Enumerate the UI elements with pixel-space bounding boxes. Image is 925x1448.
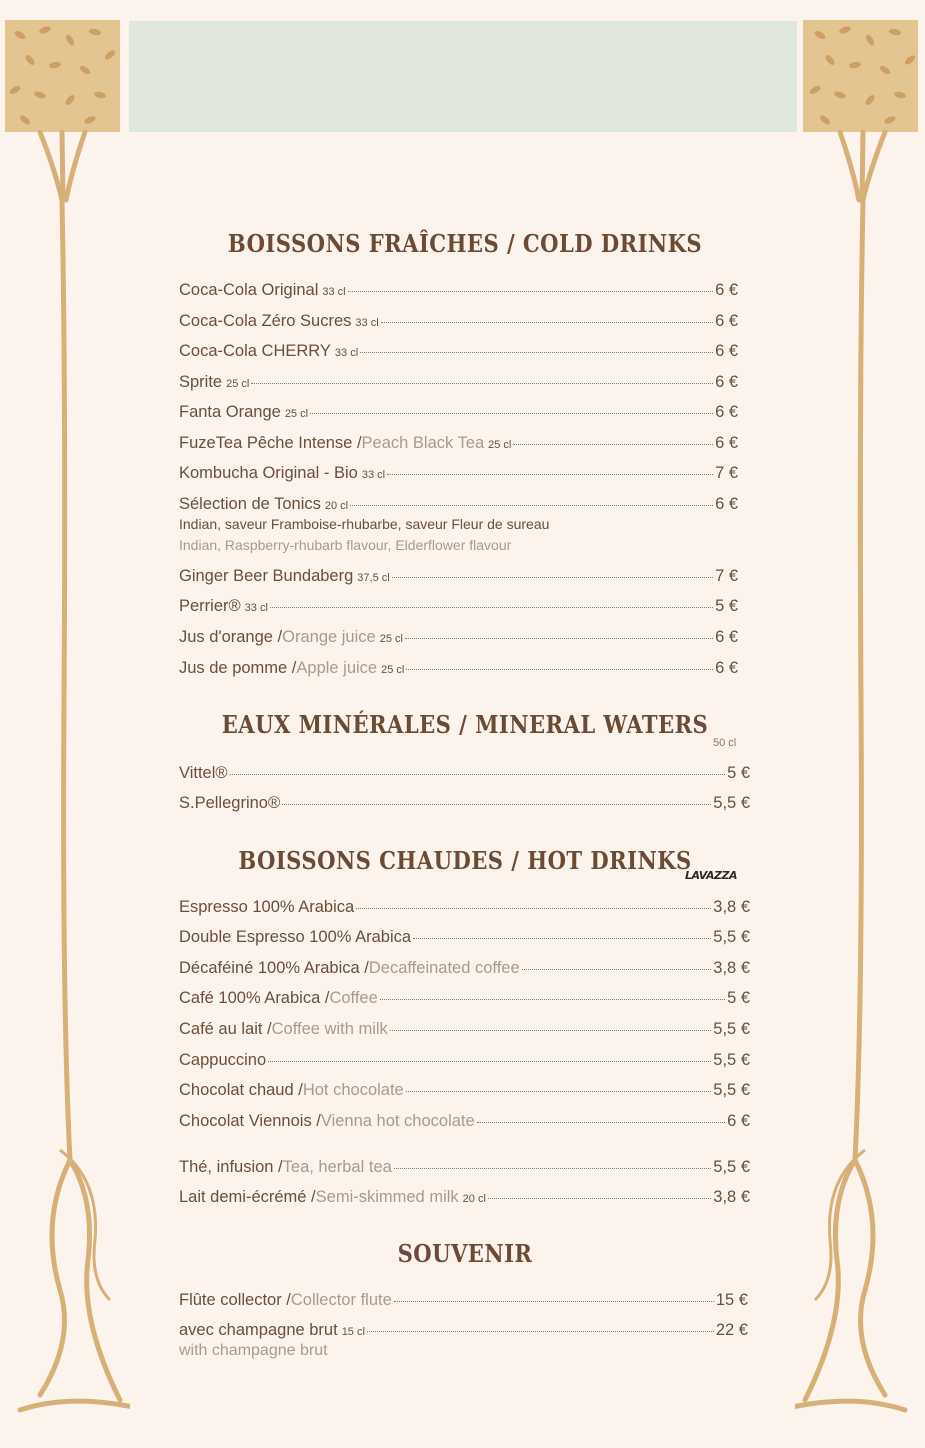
item-translation: Collector flute [290,1291,392,1309]
item-price: 7 € [715,567,738,585]
menu-item-row [179,433,738,455]
item-translation: Orange juice [282,628,376,646]
dot-leader [381,321,713,323]
menu-item-row [179,280,738,302]
item-volume: 20 cl [462,1193,486,1205]
dot-leader [394,1300,714,1302]
item-name: Café 100% Arabica / [179,989,330,1007]
item-name: Coca-Cola Original [179,281,319,299]
item-name: Jus d'orange / [179,628,283,646]
item-name: Jus de pomme / [179,659,297,677]
dot-leader [380,998,725,1000]
item-price: 5 € [727,989,750,1007]
menu-item-row [179,1050,750,1070]
item-volume: 25 cl [284,408,309,420]
item-volume: 25 cl [379,633,403,645]
left-art-nouveau-ornament [0,0,130,1448]
menu-item-row [179,988,750,1008]
item-price: 6 € [715,403,738,421]
dot-leader [413,937,711,939]
menu-item-row [179,897,750,917]
item-price: 5,5 € [713,1081,750,1099]
menu-item-row [179,402,738,424]
item-name: Café au lait / [179,1020,272,1038]
dot-leader [387,473,713,475]
item-translation: Semi-skimmed milk [315,1188,459,1206]
dot-leader [348,290,713,292]
item-name: Chocolat Viennois / [179,1112,321,1130]
menu-item-row [179,927,750,947]
item-price: 6 € [715,312,738,330]
tonics-flavours-en: Indian, Raspberry-rhubarb flavour, Elderflower flavour [179,537,512,553]
dot-leader [268,1060,711,1062]
dot-leader [270,606,713,608]
item-price: 6 € [715,434,738,452]
item-name: Cappuccino [179,1051,267,1069]
item-name: FuzeTea Pêche Intense / [179,434,362,452]
item-name: Ginger Beer Bundaberg [179,567,354,585]
item-volume: 25 cl [226,378,250,390]
dot-leader [394,1167,711,1169]
dot-leader [356,907,711,909]
menu-item-row [179,1080,750,1100]
menu-item-row [179,1187,750,1209]
item-price: 3,8 € [713,959,750,977]
menu-item-row [179,1157,750,1177]
item-volume: 33 cl [355,317,379,329]
dot-leader [310,412,713,414]
lavazza-logo: LAVAZZA [685,869,738,882]
dot-leader [513,443,713,445]
item-name: Sprite [179,373,223,391]
item-price: 6 € [715,495,738,513]
item-name: avec champagne brut [179,1321,338,1339]
item-price: 7 € [715,464,738,482]
item-price: 6 € [727,1112,750,1130]
item-price: 5,5 € [713,1158,750,1176]
dot-leader [488,1197,711,1199]
item-volume: 37,5 cl [357,572,390,584]
dot-leader [390,1029,712,1031]
item-price: 5,5 € [713,794,750,812]
dot-leader [251,382,713,384]
item-price: 6 € [715,373,738,391]
item-translation: Vienna hot chocolate [320,1112,475,1130]
menu-item-row [179,311,738,333]
menu-item-row [179,793,750,813]
menu-item-row [179,658,738,680]
item-volume: 25 cl [381,664,405,676]
dot-leader [477,1121,725,1123]
dot-leader [406,668,713,670]
item-volume: 33 cl [244,602,268,614]
menu-item-row [179,596,738,618]
item-translation: Decaffeinated coffee [368,959,520,977]
menu-item-row [179,566,738,588]
item-price: 6 € [715,659,738,677]
section-title-mineral-waters: EAUX MINÉRALES / MINERAL WATERS [221,710,709,739]
section-title-hot-drinks: BOISSONS CHAUDES / HOT DRINKS [238,846,692,875]
item-price: 3,8 € [713,898,750,916]
section-title-souvenir: SOUVENIR [397,1239,533,1268]
item-price: 5,5 € [713,1051,750,1069]
item-name: S.Pellegrino® [179,794,281,812]
dot-leader [406,1090,712,1092]
item-name: Coca-Cola Zéro Sucres [179,312,352,330]
menu-item-row [179,1019,750,1039]
dot-leader [230,773,726,775]
header-band [129,21,797,132]
item-name: Flûte collector / [179,1291,291,1309]
menu-item-row [179,763,750,783]
item-name: Espresso 100% Arabica [179,898,355,916]
item-name: Perrier® [179,597,241,615]
dot-leader [282,803,711,805]
item-translation: Tea, herbal tea [282,1158,392,1176]
item-name: Coca-Cola CHERRY [179,342,331,360]
item-translation: Apple juice [296,659,378,677]
item-price: 6 € [715,281,738,299]
menu-item-row [179,463,738,485]
item-price: 6 € [715,628,738,646]
item-volume: 25 cl [488,439,512,451]
item-name: Thé, infusion / [179,1158,283,1176]
item-volume: 33 cl [322,286,346,298]
item-name: Chocolat chaud / [179,1081,303,1099]
item-price: 3,8 € [713,1188,750,1206]
item-price: 15 € [715,1291,748,1309]
dot-leader [522,968,712,970]
item-translation: Hot chocolate [302,1081,404,1099]
tonics-flavours-fr: Indian, saveur Framboise-rhubarbe, saveur Fleur de sureau [179,516,550,532]
item-name: Lait demi-écrémé / [179,1188,316,1206]
item-volume: 33 cl [361,469,386,481]
dot-leader [405,637,713,639]
right-art-nouveau-ornament [795,0,925,1448]
menu-item-row [179,1290,748,1310]
item-volume: 20 cl [324,500,349,512]
champagne-en: with champagne brut [179,1342,328,1359]
item-price: 5,5 € [713,1020,750,1038]
item-name: Sélection de Tonics [179,495,321,513]
item-volume: 33 cl [334,347,359,359]
item-translation: Coffee with milk [271,1020,388,1038]
water-volume-label: 50 cl [713,737,737,749]
menu-item-row [179,958,750,978]
dot-leader [367,1330,714,1332]
menu-item-row [179,1320,748,1342]
menu-item-row [179,372,738,394]
item-name: Double Espresso 100% Arabica [179,928,412,946]
item-volume: 15 cl [341,1326,365,1338]
item-price: 5 € [715,597,738,615]
menu-item-row [179,1111,750,1131]
item-price: 5,5 € [713,928,750,946]
section-title-cold-drinks: BOISSONS FRAÎCHES / COLD DRINKS [227,229,703,258]
item-name: Kombucha Original - Bio [179,464,358,482]
item-translation: Coffee [329,989,378,1007]
dot-leader [360,351,713,353]
item-name: Vittel® [179,764,228,782]
dot-leader [350,504,713,506]
item-price: 22 € [715,1321,748,1339]
item-translation: Peach Black Tea [361,434,485,452]
item-price: 5 € [727,764,750,782]
item-price: 6 € [715,342,738,360]
menu-item-row [179,494,738,516]
item-name: Fanta Orange [179,403,281,421]
item-name: Décaféiné 100% Arabica / [179,959,369,977]
menu-item-row [179,627,738,649]
menu-item-row [179,341,738,363]
dot-leader [392,576,713,578]
